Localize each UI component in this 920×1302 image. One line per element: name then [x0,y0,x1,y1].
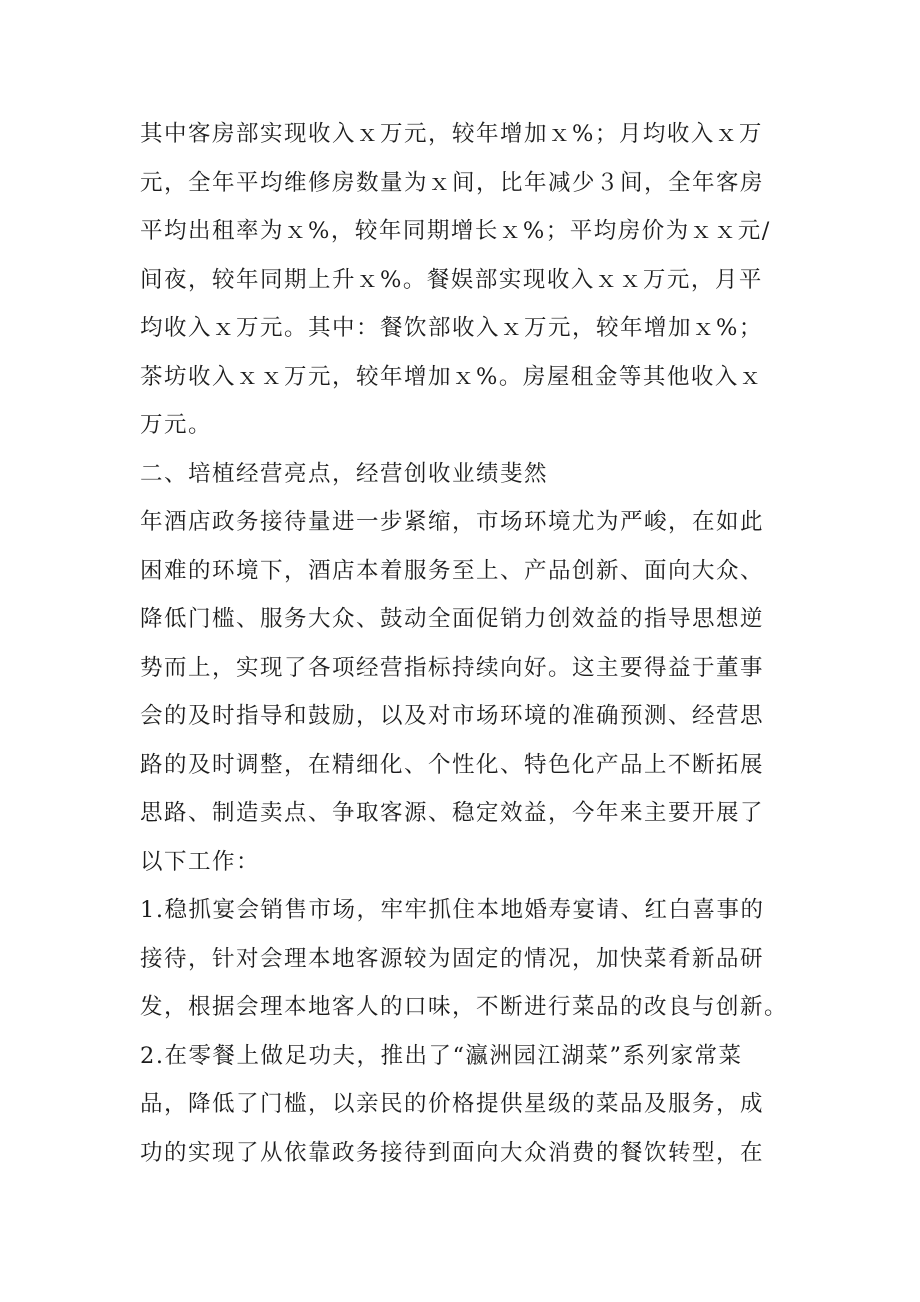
text-line: 均收入ｘ万元。其中：餐饮部收入ｘ万元，较年增加ｘ%； [140,315,763,341]
text-line: 间夜，较年同期上升ｘ%。餐娱部实现收入ｘｘ万元，月平 [140,266,763,293]
text-line: 平均出租率为ｘ%，较年同期增长ｘ%；平均房价为ｘｘ元/ [140,218,771,244]
document-body [140,110,790,1177]
text-line: 发，根据会理本地客人的口味，不断进行菜品的改良与创新。 [140,994,789,1020]
text-line: 会的及时指导和鼓励，以及对市场环境的准确预测、经营思 [140,703,765,729]
list-item: 2.在零餐上做足功夫，推出了“瀛洲园江湖菜”系列家常菜 [140,1042,743,1069]
text-line: 思路、制造卖点、争取客源、稳定效益，今年来主要开展了 [140,800,765,826]
list-item: 1.稳抓宴会销售市场，牢牢抓住本地婚寿宴请、红白喜事的 [140,897,765,923]
text-line: 万元。 [140,412,213,438]
text-line: 其中客房部实现收入ｘ万元，较年增加ｘ%；月均收入ｘ万 [140,121,763,147]
text-line: 品，降低了门槛，以亲民的价格提供星级的菜品及服务，成 [140,1091,765,1117]
text-line: 元，全年平均维修房数量为ｘ间，比年减少３间，全年客房 [140,169,765,196]
text-line: 路的及时调整，在精细化、个性化、特色化产品上不断拓展 [140,751,765,778]
text-line: 势而上，实现了各项经营指标持续向好。这主要得益于董事 [140,654,765,681]
text-line: 降低门槛、服务大众、鼓动全面促销力创效益的指导思想逆 [140,606,765,632]
text-line: 茶坊收入ｘｘ万元，较年增加ｘ%。房屋租金等其他收入ｘ [140,363,763,390]
text-line: 接待，针对会理本地客源较为固定的情况，加快菜肴新品研 [140,945,765,972]
text-line: 以下工作： [140,848,261,875]
text-line: 年酒店政务接待量进一步紧缩，市场环境尤为严峻，在如此 [140,509,765,535]
section-heading: 二、培植经营亮点，经营创收业绩斐然 [140,460,549,487]
text-line: 功的实现了从依靠政务接待到面向大众消费的餐饮转型，在 [140,1139,765,1166]
text-line: 困难的环境下，酒店本着服务至上、产品创新、面向大众、 [140,557,765,584]
